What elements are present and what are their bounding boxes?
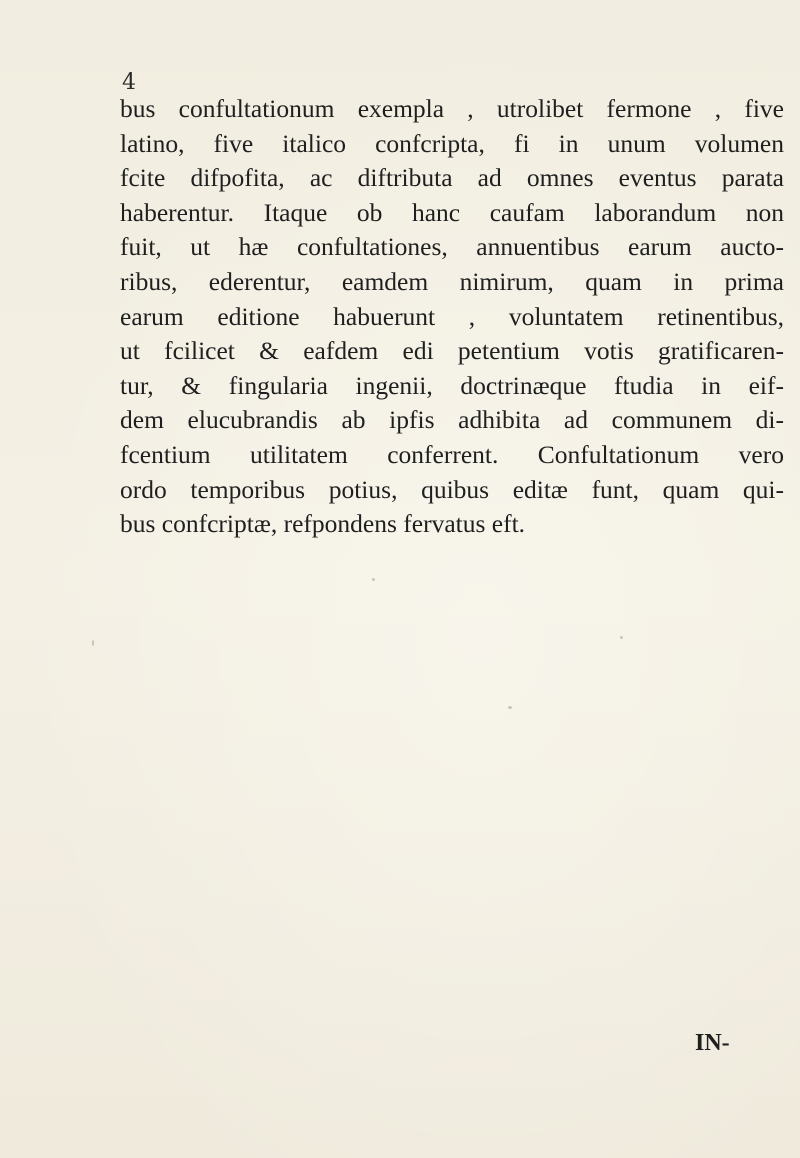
text-line: latino, five italico confcripta, fi in unum volumen xyxy=(120,128,784,158)
catchword: IN- xyxy=(695,1030,730,1056)
text-line: bus confcriptæ, refpondens fervatus eft. xyxy=(120,509,526,539)
text-line: tur, & fingularia ingenii, doctrinæque ftudia in eif- xyxy=(120,370,784,400)
page-number: 4 xyxy=(122,70,136,95)
text-line: earum editione habuerunt , voluntatem retinentibus, xyxy=(120,301,784,331)
paper-speck xyxy=(92,640,94,646)
text-line: fcite difpofita, ac diftributa ad omnes eventus parata xyxy=(120,163,784,193)
text-line: fuit, ut hæ confultationes, annuentibus earum aucto- xyxy=(120,232,784,262)
paper-speck xyxy=(620,636,623,639)
paper-speck xyxy=(508,706,512,709)
text-line: ut fcilicet & eafdem edi petentium votis gratificaren- xyxy=(120,336,784,366)
paper-speck xyxy=(372,578,375,581)
text-line: dem elucubrandis ab ipfis adhibita ad communem di- xyxy=(120,405,784,435)
text-line: haberentur. Itaque ob hanc caufam laborandum non xyxy=(120,197,784,227)
text-line: bus confultationum exempla , utrolibet fermone , five xyxy=(120,94,784,123)
text-line: ribus, ederentur, eamdem nimirum, quam in prima xyxy=(120,266,784,296)
text-line: ordo temporibus potius, quibus editæ funt, quam qui- xyxy=(120,474,784,504)
text-line: fcentium utilitatem conferrent. Confultationum vero xyxy=(120,439,784,469)
body-text xyxy=(120,92,784,542)
